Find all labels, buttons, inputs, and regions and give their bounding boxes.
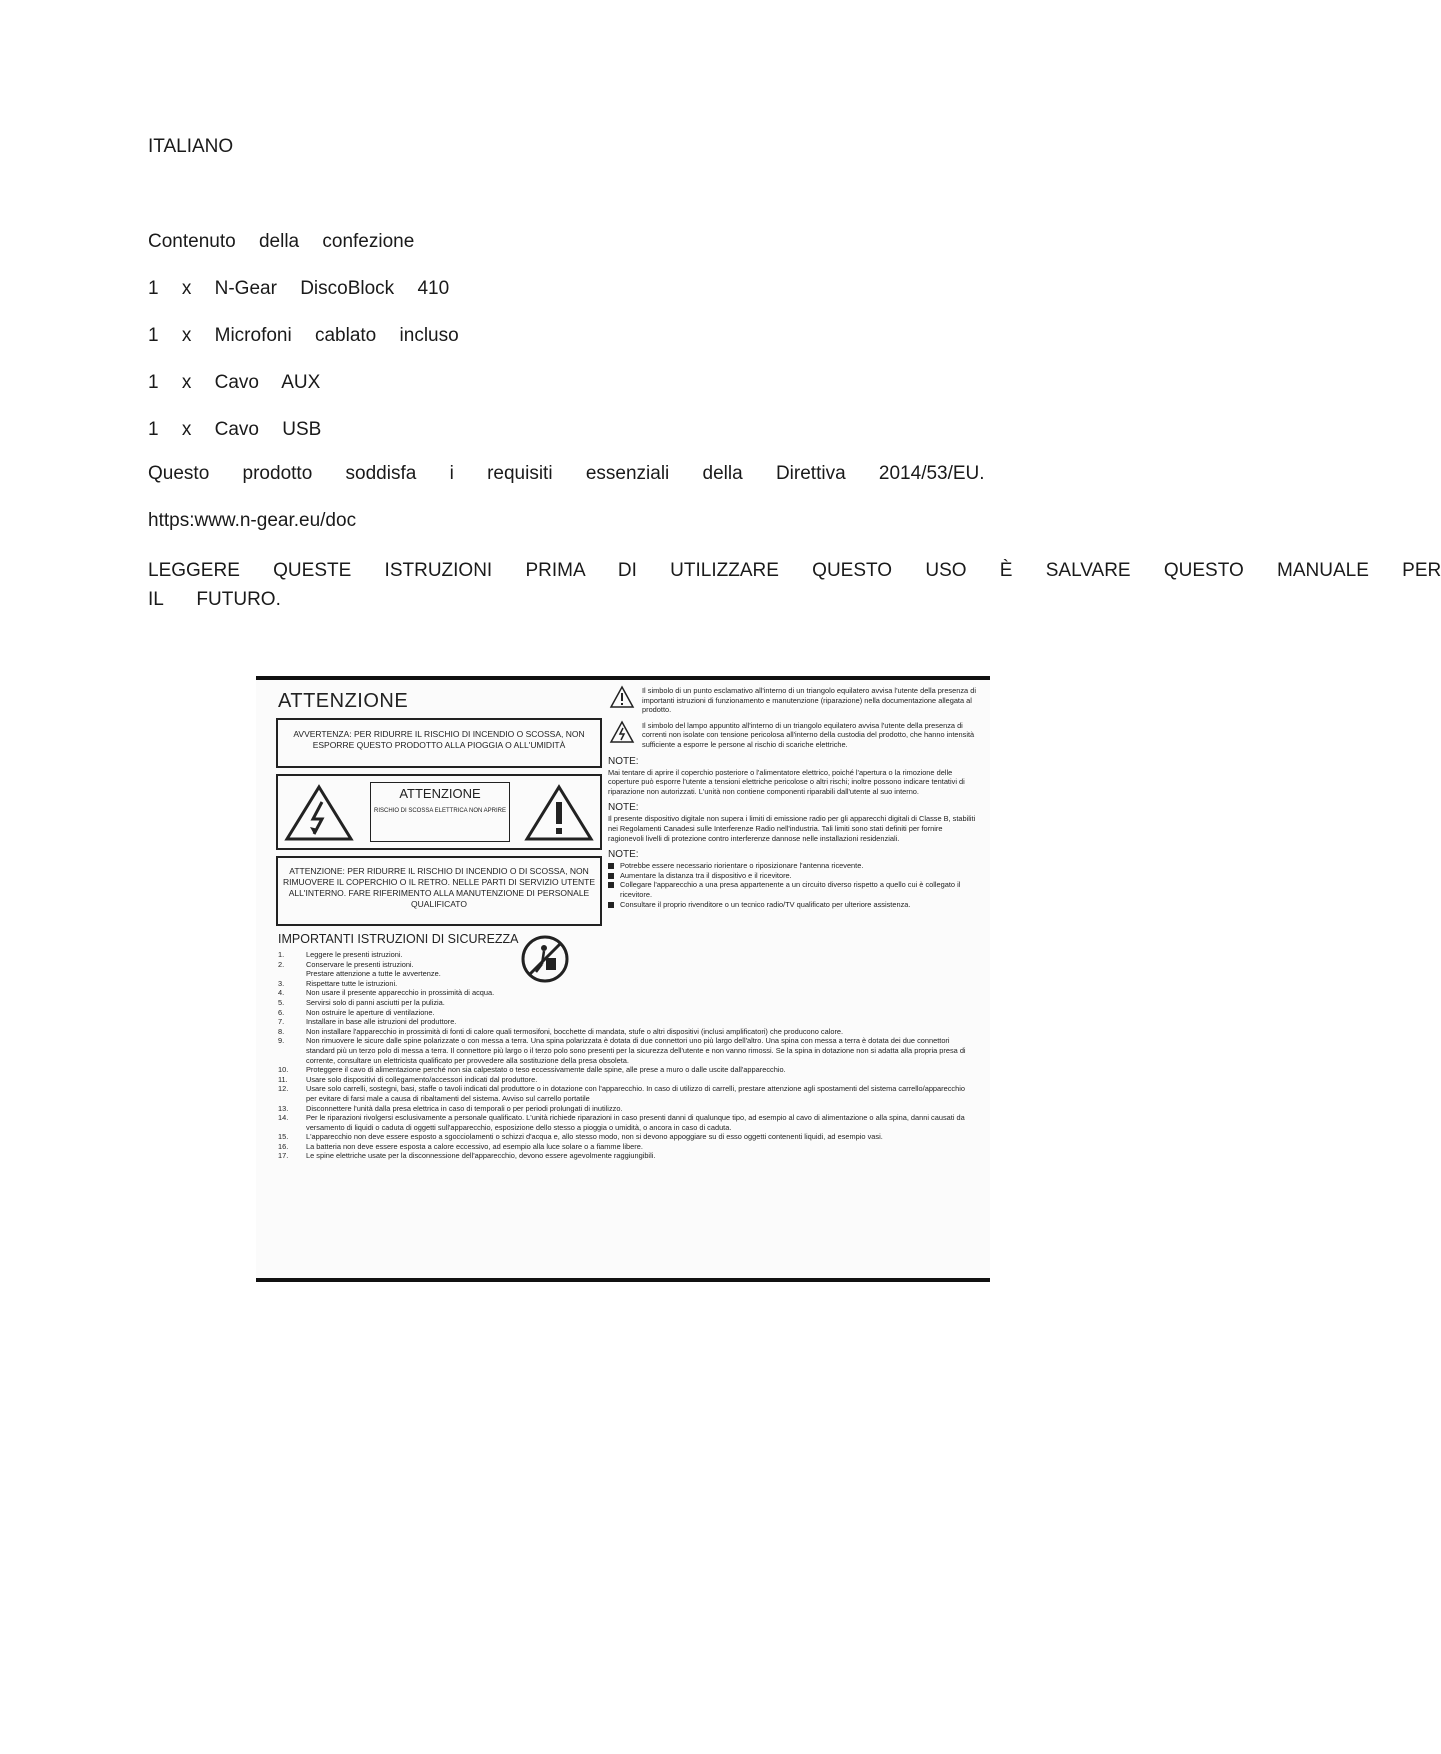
list-item: 17. Le spine elettriche usate per la disconnessione dell'apparecchio, devono essere agevolmente raggiungibili. bbox=[278, 1151, 656, 1161]
list-item: 2. Conservare le presenti istruzioni. bbox=[278, 959, 414, 969]
list-item: 16. La batteria non deve essere esposta a calore eccessivo, ad esempio alla luce solare o a fiamme libere. bbox=[278, 1141, 643, 1151]
contents-item: 1 x Cavo AUX bbox=[148, 372, 321, 393]
list-item: 7. Installare in base alle istruzioni del produttore. bbox=[278, 1017, 457, 1027]
contents-item: 1 x N-Gear DiscoBlock 410 bbox=[148, 278, 450, 299]
note-heading: NOTE: bbox=[608, 849, 639, 861]
list-item: 11. Usare solo dispositivi di collegamento/accessori indicati dal produttore. bbox=[278, 1074, 538, 1084]
list-item: 10. Proteggere il cavo di alimentazione perché non sia calpestato o teso eccessivamente dalle spine, alle prese a muro o dalle uscite dall'apparecchio. bbox=[278, 1065, 786, 1075]
list-item: 12. Usare solo carrelli, sostegni, basi, staffe o tavoli indicati dal produttore o in dotazione con l'apparecchio. In caso di utilizzo di carrelli, prestare attenzione agli spostamenti del sistema carrello/apparecchio per evitare di farsi male a causa di ribaltamenti del sistema. Avviso sul carrello portatile bbox=[278, 1084, 965, 1103]
shock-warning-box bbox=[276, 774, 602, 850]
service-warning-box: ATTENZIONE: PER RIDURRE IL RISCHIO DI INCENDIO O DI SCOSSA, NON RIMUOVERE IL COPERCHIO O IL RETRO. NELLE PARTI DI SERVIZIO UTENTE ALL'INTERNO. FARE RIFERIMENTO ALLA MANUTENZIONE DI PERSONALE QUALIFICATO bbox=[276, 856, 602, 926]
contents-title: Contenuto della confezione bbox=[148, 231, 415, 252]
symbols-and-notes bbox=[608, 686, 980, 915]
list-item: Potrebbe essere necessario riorientare o riposizionare l'antenna ricevente. bbox=[608, 861, 980, 871]
note-interference bbox=[608, 849, 980, 909]
leaflet-bottom-rule bbox=[256, 1278, 990, 1282]
attention-label-title: ATTENZIONE bbox=[399, 786, 481, 801]
note-heading: NOTE: bbox=[608, 755, 639, 767]
list-item: 5. Servirsi solo di panni asciutti per la pulizia. bbox=[278, 997, 445, 1007]
list-item: 15. L'apparecchio non deve essere esposto a sgocciolamenti o schizzi d'acqua e, allo stesso modo, non si devono appoggiare su di esso oggetti contenenti liquidi, ad esempio vasi. bbox=[278, 1132, 883, 1142]
list-item: 9. Non rimuovere le sicure dalle spine polarizzate o con messa a terra. Una spina polarizzata è dotata di due connettori uno più largo dell'altro. Una spina con messa a terra è dotata dei due connettori standard più un terzo polo di messa a terra. Il connettore più largo o il terzo polo sono presenti per la sicurezza dell'utente e non vanno rimossi. Se la spina in dotazione non si adatta alla propria presa di corrente, consultare un elettricista qualificato per provvedere alla sostituzione della presa obsoleta. bbox=[278, 1036, 966, 1065]
attention-label-box bbox=[370, 782, 510, 842]
note-heading: NOTE: bbox=[608, 802, 639, 814]
list-item: 4. Non usare il presente apparecchio in prossimità di acqua. bbox=[278, 988, 495, 998]
safety-instructions-list bbox=[278, 950, 968, 1161]
list-item: 6. Non ostruire le aperture di ventilazione. bbox=[278, 1007, 435, 1017]
list-item: Aumentare la distanza tra il dispositivo e il ricevitore. bbox=[608, 871, 980, 881]
leaflet-title: ATTENZIONE bbox=[278, 690, 409, 712]
warning-line: LEGGERE QUESTE ISTRUZIONI PRIMA DI UTILIZZARE QUESTO USO È SALVARE QUESTO MANUALE PER bbox=[148, 560, 1441, 581]
exclamation-warning-icon bbox=[524, 784, 594, 842]
warning-line: IL FUTURO. bbox=[148, 589, 281, 610]
list-item: Collegare l'apparecchio a una presa appartenente a un circuito diverso rispetto a quello cui è collegato il ricevitore. bbox=[608, 880, 980, 899]
exclamation-triangle-icon bbox=[610, 686, 634, 708]
lightning-warning-icon bbox=[284, 784, 354, 842]
lightning-triangle-icon bbox=[610, 721, 634, 743]
list-item: 14. Per le riparazioni rivolgersi esclusivamente a personale qualificato. L'unità richiede riparazioni in caso presenti danni di qualunque tipo, ad esempio al cavo di alimentazione o alla spina, danni causati da versamento di liquidi o caduta di oggetti sull'apparecchio, esposizione dello stesso a pioggia o umidità, o ancora in caso di caduta. bbox=[278, 1113, 965, 1132]
list-item: 13. Disconnettere l'unità dalla presa elettrica in caso di temporali o per periodi prolungati di inutilizzo. bbox=[278, 1103, 623, 1113]
list-item: 8. Non installare l'apparecchio in prossimità di fonti di calore quali termosifoni, bocchette di mandata, stufe o altri dispositivi (inclusi amplificatori) che producono calore. bbox=[278, 1026, 844, 1036]
note-cover: NOTE: Mai tentare di aprire il coperchio posteriore o l'alimentatore elettrico, poiché l'apertura o la rimozione delle coperture può esporre l'utente a tensioni elettriche pericolose o altri rischi; inoltre possono indicare tentativi di riparazione non autorizzati. L'unità non contiene componenti riparabili dall'utente al suo interno. bbox=[608, 756, 980, 797]
exclamation-symbol-explanation: Il simbolo di un punto esclamativo all'interno di un triangolo equilatero avvisa l'utente della presenza di importanti istruzioni di funzionamento e manutenzione (riparazione) nella documentazione allegata al prodotto. bbox=[608, 686, 980, 715]
doc-url: https:www.n-gear.eu/doc bbox=[148, 510, 357, 531]
fire-warning-box: AVVERTENZA: PER RIDURRE IL RISCHIO DI INCENDIO O SCOSSA, NON ESPORRE QUESTO PRODOTTO ALLA PIOGGIA O ALL'UMIDITÀ bbox=[276, 718, 602, 768]
list-item: Consultare il proprio rivenditore o un tecnico radio/TV qualificato per ulteriore assistenza. bbox=[608, 900, 980, 910]
safety-leaflet bbox=[256, 676, 990, 1282]
compliance-statement: Questo prodotto soddisfa i requisiti essenziali della Direttiva 2014/53/EU. bbox=[148, 463, 985, 484]
list-item: 1. Leggere le presenti istruzioni. bbox=[278, 950, 403, 959]
note-emissions: NOTE: Il presente dispositivo digitale non supera i limiti di emissione radio per gli apparecchi digitali di Classe B, stabiliti nei Regolamenti Canadesi sulle Interferenze Radio nell'industria. Tali limiti sono stati definiti per fornire ragionevoli livelli di protezione contro interferenze dannose nelle installazioni residenziali. bbox=[608, 802, 980, 843]
list-item: 3. Rispettare tutte le istruzioni. bbox=[278, 978, 398, 988]
leaflet-top-rule bbox=[256, 676, 990, 680]
contents-item: 1 x Cavo USB bbox=[148, 419, 322, 440]
language-heading: ITALIANO bbox=[148, 136, 234, 157]
list-item: Prestare attenzione a tutte le avvertenze. bbox=[306, 969, 441, 979]
safety-instructions-title: IMPORTANTI ISTRUZIONI DI SICUREZZA bbox=[278, 932, 519, 946]
contents-item: 1 x Microfoni cablato incluso bbox=[148, 325, 459, 346]
lightning-symbol-explanation: Il simbolo del lampo appuntito all'interno di un triangolo equilatero avvisa l'utente della presenza di correnti non isolate con tensione pericolosa all'interno della custodia del prodotto, che hanno intensità sufficiente a esporre le persone al rischio di scariche elettriche. bbox=[608, 721, 980, 750]
attention-label-subtitle: RISCHIO DI SCOSSA ELETTRICA NON APRIRE bbox=[373, 808, 507, 814]
